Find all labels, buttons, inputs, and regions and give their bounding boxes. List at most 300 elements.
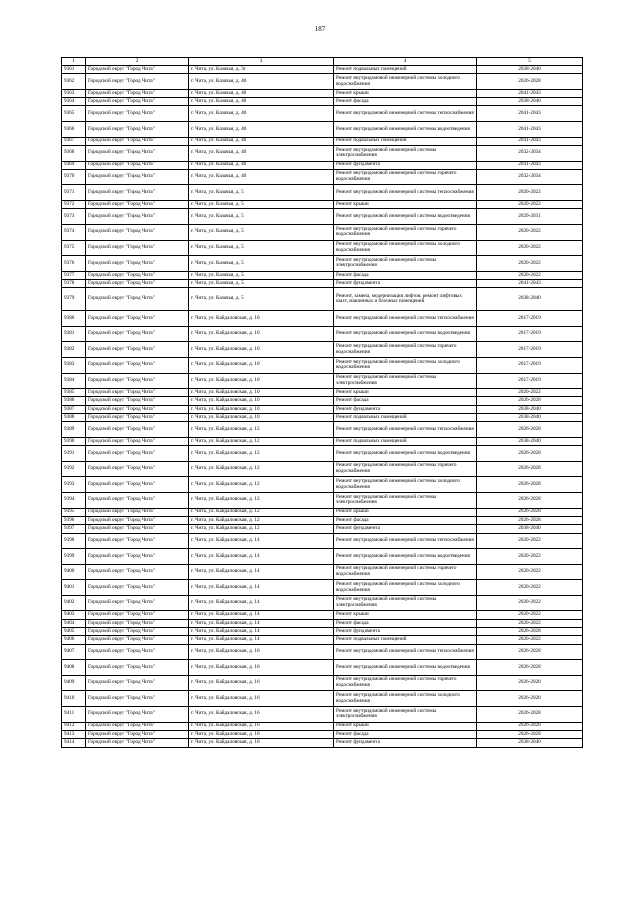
table-row (62, 122, 583, 138)
period-cell: 2026-2028 (477, 461, 583, 477)
address-cell: г. Чита, ул. Кайдаловская, д. 16 (189, 675, 334, 691)
owner-cell: Городской округ "Город Чита" (86, 169, 189, 185)
work-type-cell: Ремонт крыши (334, 611, 477, 619)
address-cell: г. Чита, ул. Казачья, д. 5 (189, 240, 334, 256)
address-cell: г. Чита, ул. Кайдаловская, д. 16 (189, 707, 334, 723)
row-number-cell: 9382 (62, 342, 86, 358)
table-row (62, 240, 583, 256)
address-cell: г. Чита, ул. Кайдаловская, д. 14 (189, 611, 334, 619)
work-type-cell: Ремонт внутридомовой инженерной системы холодного водоснабжения (334, 240, 477, 256)
work-type-cell: Ремонт внутридомовой инженерной системы горячего водоснабжения (334, 564, 477, 580)
owner-cell: Городской округ "Город Чита" (86, 224, 189, 240)
work-type-cell: Ремонт внутридомовой инженерной системы горячего водоснабжения (334, 169, 477, 185)
table-row (62, 660, 583, 676)
table-row (62, 595, 583, 611)
row-number-cell: 9404 (62, 619, 86, 627)
row-number-cell: 9391 (62, 446, 86, 462)
row-number-cell: 9397 (62, 525, 86, 533)
address-cell: г. Чита, ул. Кайдаловская, д. 14 (189, 636, 334, 644)
period-cell: 2038-2040 (477, 405, 583, 413)
owner-cell: Городской округ "Город Чита" (86, 389, 189, 397)
work-type-cell: Ремонт внутридомовой инженерной системы теплоснабжения (334, 644, 477, 660)
table-row (62, 89, 583, 97)
address-cell: г. Чита, ул. Кайдаловская, д. 10 (189, 373, 334, 389)
work-type-cell: Ремонт крыши (334, 389, 477, 397)
owner-cell: Городской округ "Город Чита" (86, 437, 189, 445)
table-row (62, 619, 583, 627)
column-header-1: 1 (62, 58, 86, 66)
row-number-cell: 9368 (62, 145, 86, 161)
address-cell: г. Чита, ул. Кайдаловская, д. 14 (189, 580, 334, 596)
period-cell: 2032-2034 (477, 145, 583, 161)
owner-cell: Городской округ "Город Чита" (86, 357, 189, 373)
row-number-cell: 9364 (62, 98, 86, 106)
address-cell: г. Чита, ул. Кайдаловская, д. 12 (189, 516, 334, 524)
owner-cell: Городской округ "Город Чита" (86, 660, 189, 676)
address-cell: г. Чита, ул. Кайдаловская, д. 10 (189, 326, 334, 342)
work-type-cell: Ремонт внутридомовой инженерной системы теплоснабжения (334, 106, 477, 122)
work-type-cell: Ремонт фундамента (334, 628, 477, 636)
table-row (62, 66, 583, 74)
work-type-cell: Ремонт фундамента (334, 739, 477, 747)
row-number-cell: 9394 (62, 493, 86, 509)
owner-cell: Городской округ "Город Чита" (86, 342, 189, 358)
row-number-cell: 9393 (62, 477, 86, 493)
table-row (62, 739, 583, 747)
work-type-cell: Ремонт внутридомовой инженерной системы горячего водоснабжения (334, 461, 477, 477)
row-number-cell: 9399 (62, 549, 86, 565)
period-cell: 2026-2028 (477, 446, 583, 462)
period-cell: 2017-2019 (477, 326, 583, 342)
column-header-2: 2 (86, 58, 189, 66)
owner-cell: Городской округ "Город Чита" (86, 256, 189, 272)
address-cell: г. Чита, ул. Кайдаловская, д. 12 (189, 461, 334, 477)
address-cell: г. Чита, ул. Казачья, д. 5 (189, 224, 334, 240)
address-cell: г. Чита, ул. Казачья, д. 40 (189, 74, 334, 90)
address-cell: г. Чита, ул. Кайдаловская, д. 16 (189, 644, 334, 660)
table-row (62, 446, 583, 462)
work-type-cell: Ремонт фасада (334, 619, 477, 627)
table-row (62, 342, 583, 358)
owner-cell: Городской округ "Город Чита" (86, 201, 189, 209)
table-row (62, 611, 583, 619)
row-number-cell: 9361 (62, 66, 86, 74)
work-type-cell: Ремонт внутридомовой инженерной системы теплоснабжения (334, 422, 477, 438)
table-row (62, 477, 583, 493)
work-type-cell: Ремонт фундамента (334, 405, 477, 413)
table-row (62, 493, 583, 509)
row-number-cell: 9390 (62, 437, 86, 445)
period-cell: 2041-2043 (477, 106, 583, 122)
work-type-cell: Ремонт крыши (334, 508, 477, 516)
row-number-cell: 9398 (62, 533, 86, 549)
owner-cell: Городской округ "Город Чита" (86, 508, 189, 516)
address-cell: г. Чита, ул. Казачья, д. 5 (189, 201, 334, 209)
owner-cell: Городской округ "Город Чита" (86, 461, 189, 477)
owner-cell: Городской округ "Город Чита" (86, 533, 189, 549)
row-number-cell: 9372 (62, 201, 86, 209)
period-cell: 2020-2022 (477, 564, 583, 580)
row-number-cell: 9387 (62, 405, 86, 413)
table-body (62, 66, 583, 748)
work-type-cell: Ремонт внутридомовой инженерной системы электроснабжения (334, 256, 477, 272)
period-cell: 2029-2031 (477, 209, 583, 225)
work-type-cell: Ремонт фундамента (334, 280, 477, 288)
row-number-cell: 9385 (62, 389, 86, 397)
period-cell: 2026-2028 (477, 477, 583, 493)
period-cell: 2026-2028 (477, 422, 583, 438)
work-type-cell: Ремонт крыши (334, 201, 477, 209)
owner-cell: Городской округ "Город Чита" (86, 722, 189, 730)
table-row (62, 516, 583, 524)
table-row (62, 209, 583, 225)
period-cell: 2038-2040 (477, 739, 583, 747)
address-cell: г. Чита, ул. Кайдаловская, д. 14 (189, 533, 334, 549)
work-type-cell: Ремонт фасада (334, 397, 477, 405)
table-row (62, 397, 583, 405)
address-cell: г. Чита, ул. Кайдаловская, д. 16 (189, 660, 334, 676)
owner-cell: Городской округ "Город Чита" (86, 66, 189, 74)
period-cell: 2020-2022 (477, 619, 583, 627)
period-cell: 2026-2028 (477, 508, 583, 516)
work-type-cell: Ремонт внутридомовой инженерной системы холодного водоснабжения (334, 477, 477, 493)
owner-cell: Городской округ "Город Чита" (86, 525, 189, 533)
row-number-cell: 9405 (62, 628, 86, 636)
owner-cell: Городской округ "Город Чита" (86, 98, 189, 106)
owner-cell: Городской округ "Город Чита" (86, 185, 189, 201)
work-type-cell: Ремонт внутридомовой инженерной системы горячего водоснабжения (334, 675, 477, 691)
period-cell: 2020-2022 (477, 201, 583, 209)
work-type-cell: Ремонт внутридомовой инженерной системы электроснабжения (334, 595, 477, 611)
table-row (62, 169, 583, 185)
row-number-cell: 9374 (62, 224, 86, 240)
row-number-cell: 9379 (62, 288, 86, 311)
table-row (62, 508, 583, 516)
table-row (62, 636, 583, 644)
period-cell: 2020-2022 (477, 256, 583, 272)
work-type-cell: Ремонт внутридомовой инженерной системы горячего водоснабжения (334, 224, 477, 240)
owner-cell: Городской округ "Город Чита" (86, 209, 189, 225)
owner-cell: Городской округ "Город Чита" (86, 122, 189, 138)
table-row (62, 145, 583, 161)
work-type-cell: Ремонт подвальных помещений (334, 137, 477, 145)
table-row (62, 256, 583, 272)
table-row (62, 288, 583, 311)
address-cell: г. Чита, ул. Кайдаловская, д. 14 (189, 549, 334, 565)
address-cell: г. Чита, ул. Кайдаловская, д. 12 (189, 437, 334, 445)
address-cell: г. Чита, ул. Кайдаловская, д. 14 (189, 595, 334, 611)
period-cell: 2038-2040 (477, 66, 583, 74)
work-type-cell: Ремонт фундамента (334, 525, 477, 533)
period-cell: 2020-2022 (477, 240, 583, 256)
period-cell: 2026-2028 (477, 516, 583, 524)
row-number-cell: 9388 (62, 414, 86, 422)
row-number-cell: 9413 (62, 730, 86, 738)
period-cell: 2017-2019 (477, 357, 583, 373)
table-row (62, 161, 583, 169)
table-row (62, 564, 583, 580)
work-type-cell: Ремонт внутридомовой инженерной системы водоотведения (334, 326, 477, 342)
period-cell: 2020-2022 (477, 224, 583, 240)
address-cell: г. Чита, ул. Кайдаловская, д. 14 (189, 628, 334, 636)
row-number-cell: 9395 (62, 508, 86, 516)
row-number-cell: 9363 (62, 89, 86, 97)
period-cell: 2020-2022 (477, 611, 583, 619)
owner-cell: Городской округ "Город Чита" (86, 477, 189, 493)
row-number-cell: 9362 (62, 74, 86, 90)
period-cell: 2020-2022 (477, 549, 583, 565)
owner-cell: Городской округ "Город Чита" (86, 595, 189, 611)
table-row (62, 357, 583, 373)
row-number-cell: 9369 (62, 161, 86, 169)
work-type-cell: Ремонт внутридомовой инженерной системы водоотведения (334, 122, 477, 138)
work-type-cell: Ремонт внутридомовой инженерной системы холодного водоснабжения (334, 74, 477, 90)
period-cell: 2026-2028 (477, 397, 583, 405)
column-header-4: 4 (334, 58, 477, 66)
table-row (62, 271, 583, 279)
row-number-cell: 9376 (62, 256, 86, 272)
row-number-cell: 9409 (62, 675, 86, 691)
row-number-cell: 9406 (62, 636, 86, 644)
owner-cell: Городской округ "Город Чита" (86, 707, 189, 723)
period-cell: 2026-2028 (477, 691, 583, 707)
work-type-cell: Ремонт подвальных помещений (334, 414, 477, 422)
period-cell: 2026-2028 (477, 660, 583, 676)
address-cell: г. Чита, ул. Кайдаловская, д. 16 (189, 730, 334, 738)
row-number-cell: 9367 (62, 137, 86, 145)
row-number-cell: 9381 (62, 326, 86, 342)
address-cell: г. Чита, ул. Кайдаловская, д. 10 (189, 389, 334, 397)
work-type-cell: Ремонт внутридомовой инженерной системы теплоснабжения (334, 311, 477, 327)
work-type-cell: Ремонт крыши (334, 89, 477, 97)
address-cell: г. Чита, ул. Казачья, д. 5 (189, 271, 334, 279)
address-cell: г. Чита, ул. Казачья, д. 3г (189, 66, 334, 74)
owner-cell: Городской округ "Город Чита" (86, 74, 189, 90)
period-cell: 2020-2022 (477, 185, 583, 201)
table-row (62, 707, 583, 723)
row-number-cell: 9371 (62, 185, 86, 201)
address-cell: г. Чита, ул. Кайдаловская, д. 12 (189, 422, 334, 438)
period-cell: 2038-2040 (477, 525, 583, 533)
table-row (62, 311, 583, 327)
owner-cell: Городской округ "Город Чита" (86, 446, 189, 462)
table-row (62, 437, 583, 445)
table-row (62, 137, 583, 145)
period-cell: 2026-2028 (477, 722, 583, 730)
owner-cell: Городской округ "Город Чита" (86, 280, 189, 288)
period-cell: 2017-2019 (477, 373, 583, 389)
work-type-cell: Ремонт фасада (334, 730, 477, 738)
owner-cell: Городской округ "Город Чита" (86, 636, 189, 644)
table-row (62, 549, 583, 565)
table-row (62, 461, 583, 477)
row-number-cell: 9400 (62, 564, 86, 580)
owner-cell: Городской округ "Город Чита" (86, 240, 189, 256)
table-row (62, 98, 583, 106)
period-cell: 2020-2022 (477, 533, 583, 549)
period-cell: 2020-2022 (477, 636, 583, 644)
address-cell: г. Чита, ул. Казачья, д. 40 (189, 106, 334, 122)
row-number-cell: 9410 (62, 691, 86, 707)
address-cell: г. Чита, ул. Кайдаловская, д. 10 (189, 342, 334, 358)
address-cell: г. Чита, ул. Кайдаловская, д. 12 (189, 446, 334, 462)
work-type-cell: Ремонт внутридомовой инженерной системы электроснабжения (334, 373, 477, 389)
period-cell: 2041-2043 (477, 137, 583, 145)
owner-cell: Городской округ "Город Чита" (86, 145, 189, 161)
work-type-cell: Ремонт внутридомовой инженерной системы водоотведения (334, 549, 477, 565)
row-number-cell: 9375 (62, 240, 86, 256)
table-row (62, 628, 583, 636)
address-cell: г. Чита, ул. Казачья, д. 40 (189, 137, 334, 145)
owner-cell: Городской округ "Город Чита" (86, 564, 189, 580)
period-cell: 2026-2028 (477, 675, 583, 691)
period-cell: 2038-2040 (477, 98, 583, 106)
address-cell: г. Чита, ул. Кайдаловская, д. 16 (189, 722, 334, 730)
address-cell: г. Чита, ул. Казачья, д. 5 (189, 185, 334, 201)
address-cell: г. Чита, ул. Кайдаловская, д. 12 (189, 493, 334, 509)
address-cell: г. Чита, ул. Кайдаловская, д. 10 (189, 405, 334, 413)
row-number-cell: 9384 (62, 373, 86, 389)
work-type-cell: Ремонт внутридомовой инженерной системы электроснабжения (334, 145, 477, 161)
table-row (62, 280, 583, 288)
owner-cell: Городской округ "Город Чита" (86, 493, 189, 509)
address-cell: г. Чита, ул. Казачья, д. 5 (189, 256, 334, 272)
address-cell: г. Чита, ул. Казачья, д. 5 (189, 280, 334, 288)
owner-cell: Городской округ "Город Чита" (86, 422, 189, 438)
address-cell: г. Чита, ул. Кайдаловская, д. 12 (189, 477, 334, 493)
table-row (62, 373, 583, 389)
address-cell: г. Чита, ул. Казачья, д. 40 (189, 145, 334, 161)
row-number-cell: 9373 (62, 209, 86, 225)
address-cell: г. Чита, ул. Казачья, д. 5 (189, 209, 334, 225)
period-cell: 2041-2043 (477, 89, 583, 97)
page-number: 187 (314, 25, 326, 33)
period-cell: 2038-2040 (477, 288, 583, 311)
period-cell: 2038-2040 (477, 414, 583, 422)
owner-cell: Городской округ "Город Чита" (86, 271, 189, 279)
header-row (62, 58, 583, 66)
table-row (62, 414, 583, 422)
owner-cell: Городской округ "Город Чита" (86, 549, 189, 565)
owner-cell: Городской округ "Город Чита" (86, 137, 189, 145)
work-type-cell: Ремонт внутридомовой инженерной системы водоотведения (334, 446, 477, 462)
owner-cell: Городской округ "Город Чита" (86, 619, 189, 627)
period-cell: 2020-2022 (477, 271, 583, 279)
table-row (62, 644, 583, 660)
period-cell: 2020-2022 (477, 595, 583, 611)
table-row (62, 580, 583, 596)
period-cell: 2038-2040 (477, 437, 583, 445)
work-type-cell: Ремонт внутридомовой инженерной системы горячего водоснабжения (334, 342, 477, 358)
table-row (62, 224, 583, 240)
row-number-cell: 9365 (62, 106, 86, 122)
period-cell: 2041-2043 (477, 122, 583, 138)
work-type-cell: Ремонт внутридомовой инженерной системы холодного водоснабжения (334, 357, 477, 373)
address-cell: г. Чита, ул. Казачья, д. 40 (189, 169, 334, 185)
period-cell: 2017-2019 (477, 311, 583, 327)
owner-cell: Городской округ "Город Чита" (86, 89, 189, 97)
address-cell: г. Чита, ул. Казачья, д. 40 (189, 122, 334, 138)
period-cell: 2026-2028 (477, 730, 583, 738)
owner-cell: Городской округ "Город Чита" (86, 326, 189, 342)
row-number-cell: 9407 (62, 644, 86, 660)
owner-cell: Городской округ "Город Чита" (86, 311, 189, 327)
row-number-cell: 9386 (62, 397, 86, 405)
column-header-3: 3 (189, 58, 334, 66)
owner-cell: Городской округ "Город Чита" (86, 739, 189, 747)
owner-cell: Городской округ "Город Чита" (86, 288, 189, 311)
address-cell: г. Чита, ул. Кайдаловская, д. 10 (189, 414, 334, 422)
owner-cell: Городской округ "Город Чита" (86, 397, 189, 405)
row-number-cell: 9380 (62, 311, 86, 327)
period-cell: 2032-2034 (477, 169, 583, 185)
period-cell: 2020-2022 (477, 389, 583, 397)
address-cell: г. Чита, ул. Кайдаловская, д. 10 (189, 311, 334, 327)
row-number-cell: 9408 (62, 660, 86, 676)
work-type-cell: Ремонт, замена, модернизация лифтов, ремонт лифтовых шахт, машинных и блочных помещений (334, 288, 477, 311)
period-cell: 2026-2028 (477, 644, 583, 660)
row-number-cell: 9383 (62, 357, 86, 373)
work-type-cell: Ремонт подвальных помещений (334, 437, 477, 445)
table-row (62, 389, 583, 397)
row-number-cell: 9396 (62, 516, 86, 524)
table-row (62, 525, 583, 533)
address-cell: г. Чита, ул. Казачья, д. 40 (189, 98, 334, 106)
row-number-cell: 9366 (62, 122, 86, 138)
work-type-cell: Ремонт фундамента (334, 161, 477, 169)
table-row (62, 533, 583, 549)
work-type-cell: Ремонт фасада (334, 271, 477, 279)
address-cell: г. Чита, ул. Кайдаловская, д. 16 (189, 739, 334, 747)
owner-cell: Городской округ "Город Чита" (86, 161, 189, 169)
period-cell: 2026-2028 (477, 707, 583, 723)
table-row (62, 422, 583, 438)
table-row (62, 691, 583, 707)
work-type-cell: Ремонт внутридомовой инженерной системы электроснабжения (334, 707, 477, 723)
table-row (62, 201, 583, 209)
address-cell: г. Чита, ул. Кайдаловская, д. 14 (189, 619, 334, 627)
period-cell: 2020-2022 (477, 580, 583, 596)
row-number-cell: 9414 (62, 739, 86, 747)
period-cell: 2017-2019 (477, 342, 583, 358)
table-row (62, 106, 583, 122)
address-cell: г. Чита, ул. Кайдаловская, д. 16 (189, 691, 334, 707)
owner-cell: Городской округ "Город Чита" (86, 106, 189, 122)
period-cell: 2026-2028 (477, 74, 583, 90)
owner-cell: Городской округ "Город Чита" (86, 516, 189, 524)
row-number-cell: 9401 (62, 580, 86, 596)
address-cell: г. Чита, ул. Кайдаловская, д. 12 (189, 508, 334, 516)
row-number-cell: 9403 (62, 611, 86, 619)
row-number-cell: 9370 (62, 169, 86, 185)
owner-cell: Городской округ "Город Чита" (86, 580, 189, 596)
column-header-5: 5 (477, 58, 583, 66)
owner-cell: Городской округ "Город Чита" (86, 628, 189, 636)
owner-cell: Городской округ "Город Чита" (86, 414, 189, 422)
owner-cell: Городской округ "Город Чита" (86, 644, 189, 660)
owner-cell: Городской округ "Город Чита" (86, 730, 189, 738)
table-row (62, 722, 583, 730)
address-cell: г. Чита, ул. Казачья, д. 40 (189, 89, 334, 97)
address-cell: г. Чита, ул. Кайдаловская, д. 12 (189, 525, 334, 533)
table-row (62, 675, 583, 691)
row-number-cell: 9392 (62, 461, 86, 477)
owner-cell: Городской округ "Город Чита" (86, 691, 189, 707)
period-cell: 2041-2043 (477, 161, 583, 169)
row-number-cell: 9378 (62, 280, 86, 288)
work-type-cell: Ремонт фасада (334, 516, 477, 524)
address-cell: г. Чита, ул. Кайдаловская, д. 10 (189, 397, 334, 405)
